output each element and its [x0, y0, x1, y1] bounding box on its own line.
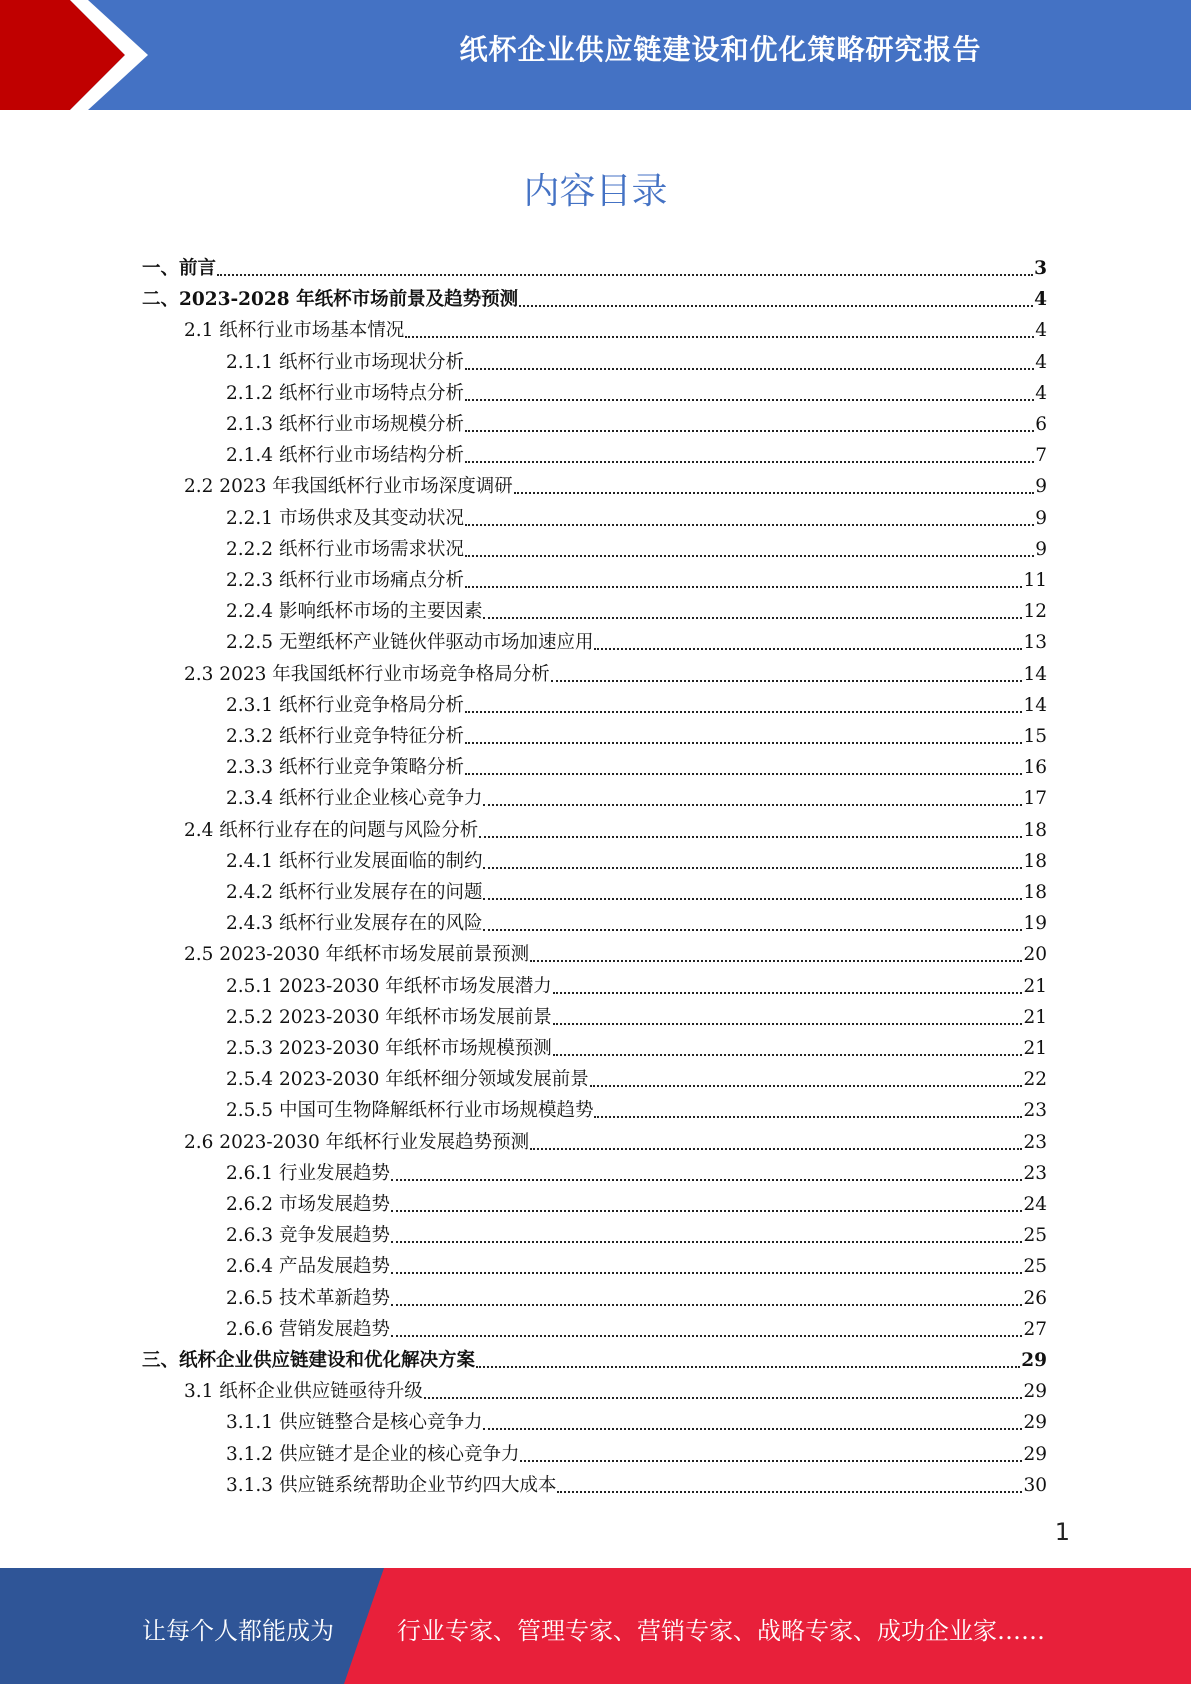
toc-entry-page: 29: [1021, 1350, 1047, 1371]
toc-entry-page: 26: [1023, 1287, 1047, 1309]
toc-entry-title: 2.5 2023-2030 年纸杯市场发展前景预测: [184, 944, 530, 966]
toc-entry-page: 9: [1035, 507, 1047, 529]
toc-entry-page: 22: [1023, 1069, 1047, 1091]
toc-entry[interactable]: [226, 1283, 1047, 1314]
footer-band: [0, 1568, 1191, 1684]
toc-entry[interactable]: [226, 596, 1047, 627]
toc-entry-page: 18: [1023, 850, 1047, 872]
toc-entry-title: 2.2.4 影响纸杯市场的主要因素: [226, 601, 483, 623]
toc-entry[interactable]: [226, 1189, 1047, 1220]
page-number: 1: [1054, 1518, 1070, 1546]
toc-entry[interactable]: [226, 1158, 1047, 1189]
toc-entry-title: 2.6.3 竞争发展趋势: [226, 1225, 390, 1247]
toc-entry-title: 2.2.1 市场供求及其变动状况: [226, 507, 464, 529]
toc-dot-leader: [391, 1179, 1022, 1181]
toc-dot-leader: [391, 1210, 1022, 1212]
toc-entry-title: 2.2.3 纸杯行业市场痛点分析: [226, 570, 464, 591]
toc-entry[interactable]: [184, 815, 1047, 846]
toc-entry[interactable]: [226, 1033, 1047, 1064]
toc-entry[interactable]: [184, 471, 1047, 502]
footer-slogan-right: 行业专家、管理专家、营销专家、战略专家、成功企业家……: [397, 1617, 1045, 1645]
toc-entry-title: 2.5.4 2023-2030 年纸杯细分领域发展前景: [226, 1069, 589, 1091]
toc-entry-page: 3: [1034, 258, 1047, 279]
toc-entry-page: 7: [1035, 445, 1047, 467]
toc-entry[interactable]: [226, 1095, 1047, 1126]
toc-entry-page: 4: [1035, 351, 1047, 373]
toc-dot-leader: [483, 929, 1022, 931]
toc-entry-page: 23: [1023, 1131, 1047, 1153]
toc-dot-leader: [483, 804, 1022, 806]
toc-entry-title: 3.1.3 供应链系统帮助企业节约四大成本: [226, 1474, 557, 1496]
toc-entry-title: 2.6.5 技术革新趋势: [226, 1287, 390, 1309]
toc-entry-title: 3.1.2 供应链才是企业的核心竞争力: [226, 1443, 520, 1465]
toc-entry-title: 2.3.1 纸杯行业竞争格局分析: [226, 694, 464, 716]
toc-entry-title: 2.3.4 纸杯行业企业核心竞争力: [226, 788, 483, 810]
toc-entry[interactable]: [226, 1002, 1047, 1033]
toc-entry[interactable]: [226, 752, 1047, 783]
toc-entry-page: 21: [1023, 1038, 1047, 1059]
toc-entry[interactable]: [226, 1251, 1047, 1282]
toc-entry-title: 2.2.2 纸杯行业市场需求状况: [226, 538, 464, 560]
toc-dot-leader: [391, 1335, 1022, 1337]
toc-entry-page: 23: [1023, 1162, 1047, 1184]
toc-entry-title: 三、纸杯企业供应链建设和优化解决方案: [142, 1350, 476, 1371]
toc-entry-page: 14: [1023, 694, 1047, 716]
toc-entry-title: 2.1.2 纸杯行业市场特点分析: [226, 382, 464, 404]
toc-entry[interactable]: [226, 565, 1047, 596]
toc-entry[interactable]: [226, 440, 1047, 471]
toc-entry-title: 2.3.3 纸杯行业竞争策略分析: [226, 757, 464, 779]
toc-entry[interactable]: [142, 253, 1047, 284]
toc-entry-page: 4: [1034, 289, 1047, 311]
toc-dot-leader: [391, 1272, 1022, 1274]
toc-entry-page: 21: [1023, 975, 1047, 997]
toc-entry-title: 2.1.1 纸杯行业市场现状分析: [226, 351, 464, 373]
toc-entry-page: 29: [1023, 1412, 1047, 1434]
toc-entry-page: 25: [1023, 1256, 1047, 1278]
toc-entry-title: 一、前言: [142, 258, 217, 279]
toc-entry[interactable]: [226, 503, 1047, 534]
toc-entry-page: 13: [1023, 632, 1047, 654]
toc-dot-leader: [465, 555, 1034, 557]
toc-dot-leader: [590, 1085, 1023, 1087]
toc-entry-page: 12: [1023, 601, 1047, 623]
toc-dot-leader: [465, 430, 1034, 432]
toc-dot-leader: [479, 836, 1022, 838]
toc-entry-title: 2.5.5 中国可生物降解纸杯行业市场规模趋势: [226, 1100, 594, 1122]
toc-entry-page: 21: [1023, 1006, 1047, 1028]
toc-entry-title: 3.1.1 供应链整合是核心竞争力: [226, 1412, 483, 1434]
toc-entry-title: 2.6.6 营销发展趋势: [226, 1318, 390, 1340]
toc-dot-leader: [217, 274, 1033, 276]
toc-dot-leader: [483, 1428, 1022, 1430]
toc-entry[interactable]: [226, 347, 1047, 378]
toc-entry-title: 2.5.2 2023-2030 年纸杯市场发展前景: [226, 1006, 552, 1028]
toc-entry-title: 2.2 2023 年我国纸杯行业市场深度调研: [184, 476, 513, 498]
toc-entry[interactable]: [226, 846, 1047, 877]
report-title: 纸杯企业供应链建设和优化策略研究报告: [459, 33, 982, 66]
toc-entry-page: 18: [1023, 882, 1047, 903]
toc-dot-leader: [465, 368, 1034, 370]
toc-dot-leader: [405, 336, 1034, 338]
toc-dot-leader: [476, 1366, 1020, 1368]
toc-entry[interactable]: [184, 315, 1047, 346]
toc-entry-page: 27: [1023, 1318, 1047, 1340]
toc-entry[interactable]: [226, 971, 1047, 1002]
toc-dot-leader: [553, 992, 1023, 994]
toc-entry[interactable]: [226, 1220, 1047, 1251]
toc-dot-leader: [553, 1023, 1023, 1025]
toc-entry-title: 2.6.4 产品发展趋势: [226, 1256, 390, 1278]
toc-entry-page: 11: [1023, 570, 1047, 591]
toc-entry-page: 30: [1023, 1474, 1047, 1496]
toc-entry-page: 19: [1023, 913, 1047, 935]
toc-entry-page: 29: [1023, 1443, 1047, 1465]
toc-dot-leader: [465, 711, 1022, 713]
toc-entry-page: 14: [1023, 663, 1047, 685]
toc-entry-page: 9: [1035, 538, 1047, 560]
toc-dot-leader: [391, 1304, 1022, 1306]
toc-entry-page: 16: [1023, 757, 1047, 779]
toc-entry-title: 2.3.2 纸杯行业竞争特征分析: [226, 726, 464, 747]
toc-entry[interactable]: [184, 1376, 1047, 1407]
toc-entry-title: 2.1.3 纸杯行业市场规模分析: [226, 414, 464, 435]
toc-entry-page: 29: [1023, 1381, 1047, 1403]
toc-entry-page: 18: [1023, 819, 1047, 841]
toc-entry[interactable]: [226, 627, 1047, 658]
toc-entry[interactable]: [226, 534, 1047, 565]
toc-entry-page: 25: [1023, 1225, 1047, 1247]
toc-entry-page: 9: [1035, 476, 1047, 498]
toc-dot-leader: [465, 773, 1022, 775]
toc-dot-leader: [519, 305, 1033, 307]
toc-entry[interactable]: [184, 1127, 1047, 1158]
toc-entry[interactable]: [226, 721, 1047, 752]
toc-entry[interactable]: [226, 1470, 1047, 1501]
toc-entry-title: 3.1 纸杯企业供应链亟待升级: [184, 1381, 423, 1403]
toc-entry[interactable]: [142, 284, 1047, 315]
toc-dot-leader: [530, 1148, 1022, 1150]
toc-entry-title: 2.2.5 无塑纸杯产业链伙伴驱动市场加速应用: [226, 632, 594, 654]
toc-dot-leader: [424, 1397, 1023, 1399]
toc-entry[interactable]: [142, 1345, 1047, 1376]
toc-entry-title: 2.3 2023 年我国纸杯行业市场竞争格局分析: [184, 663, 550, 685]
toc-dot-leader: [594, 648, 1022, 650]
toc-dot-leader: [465, 461, 1034, 463]
toc-entry-page: 15: [1023, 726, 1047, 747]
toc-dot-leader: [520, 1460, 1022, 1462]
toc-entry-page: 23: [1023, 1100, 1047, 1122]
toc-entry-title: 二、2023-2028 年纸杯市场前景及趋势预测: [142, 289, 519, 311]
toc-entry-page: 4: [1035, 382, 1047, 404]
toc-entry[interactable]: [226, 1407, 1047, 1438]
toc-dot-leader: [514, 492, 1034, 494]
toc-entry[interactable]: [226, 1439, 1047, 1470]
toc-entry[interactable]: [184, 939, 1047, 970]
toc-entry-title: 2.1.4 纸杯行业市场结构分析: [226, 445, 464, 467]
toc-dot-leader: [483, 617, 1022, 619]
toc-entry[interactable]: [184, 659, 1047, 690]
toc-entry[interactable]: [226, 1314, 1047, 1345]
toc-entry[interactable]: [226, 783, 1047, 814]
toc-dot-leader: [391, 1241, 1022, 1243]
toc-entry[interactable]: [226, 378, 1047, 409]
toc-entry-title: 2.6 2023-2030 年纸杯行业发展趋势预测: [184, 1131, 530, 1153]
toc-entry-page: 17: [1023, 788, 1047, 810]
toc-dot-leader: [465, 742, 1022, 744]
toc-dot-leader: [553, 1054, 1023, 1056]
toc-entry-title: 2.4.2 纸杯行业发展存在的问题: [226, 882, 483, 903]
toc-dot-leader: [465, 399, 1034, 401]
toc-entry-title: 2.5.3 2023-2030 年纸杯市场规模预测: [226, 1038, 552, 1059]
toc-entry-page: 20: [1023, 944, 1047, 966]
toc-entry-page: 4: [1035, 320, 1047, 342]
toc-dot-leader: [557, 1491, 1022, 1493]
toc-dot-leader: [465, 586, 1022, 588]
toc-entry-page: 24: [1023, 1194, 1047, 1215]
toc-entry-title: 2.6.1 行业发展趋势: [226, 1162, 390, 1184]
toc-entry-title: 2.4.3 纸杯行业发展存在的风险: [226, 913, 483, 935]
toc-entry-title: 2.5.1 2023-2030 年纸杯市场发展潜力: [226, 975, 552, 997]
toc-entry[interactable]: [226, 690, 1047, 721]
toc-entry-title: 2.4.1 纸杯行业发展面临的制约: [226, 850, 483, 872]
toc-dot-leader: [483, 867, 1022, 869]
toc-entry[interactable]: [226, 877, 1047, 908]
toc-entry-title: 2.4 纸杯行业存在的问题与风险分析: [184, 819, 479, 841]
toc-entry-title: 2.1 纸杯行业市场基本情况: [184, 320, 405, 342]
toc-entry-page: 6: [1035, 414, 1047, 435]
toc-heading: 内容目录: [523, 171, 668, 212]
toc-dot-leader: [530, 960, 1022, 962]
toc-entry[interactable]: [226, 908, 1047, 939]
toc-dot-leader: [551, 680, 1023, 682]
toc-dot-leader: [465, 524, 1034, 526]
footer-slogan-left: 让每个人都能成为: [142, 1617, 334, 1645]
header-band: [0, 0, 1191, 110]
toc-entry[interactable]: [226, 1064, 1047, 1095]
toc-entry[interactable]: [226, 409, 1047, 440]
toc-dot-leader: [483, 898, 1022, 900]
toc-dot-leader: [594, 1116, 1022, 1118]
toc-entry-title: 2.6.2 市场发展趋势: [226, 1194, 390, 1215]
